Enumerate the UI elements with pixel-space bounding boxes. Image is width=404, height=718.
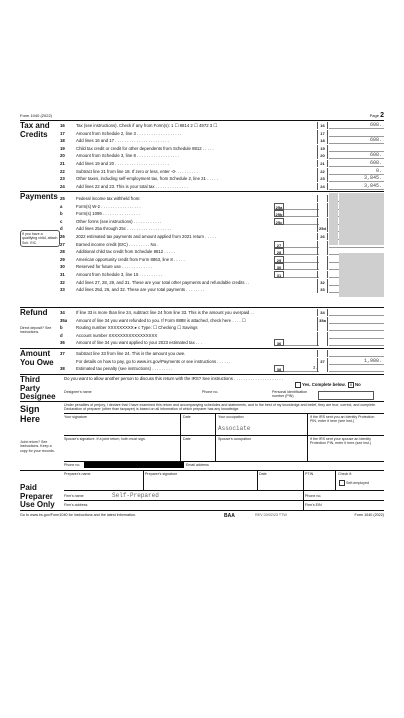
line-number: 35a [60, 317, 68, 323]
tax_lines-line-19 [60, 145, 384, 153]
line-box: 17 [317, 130, 328, 137]
line-description: Other forms (see instructions) . . . . . . . . . . . . [76, 218, 162, 224]
amount-field[interactable] [329, 324, 384, 331]
self-employed-option[interactable]: Self-employed [338, 480, 369, 486]
line-number: 36 [60, 340, 65, 346]
owe_lines-line-37 [60, 350, 384, 358]
inner-amount-field[interactable] [284, 218, 319, 225]
form-header [20, 112, 384, 120]
line-box: 19 [317, 145, 328, 152]
spouse-date-label: Date [183, 437, 191, 441]
payment_lines-line-32 [60, 279, 384, 287]
line-description: Subtract line 21 from line 18. If zero or less, enter -0- . . . . . . . . . [76, 168, 198, 174]
line-box [317, 365, 328, 372]
line-description: Amount from Schedule 3, line 15 . . . . . . . . . . [76, 272, 163, 277]
inner-line-box: 30 [274, 263, 284, 270]
section-refund: Refund [20, 308, 48, 317]
line-box: 33 [317, 286, 328, 293]
line-box [317, 339, 328, 346]
line-description: Earned income credit (EIC) . . . . . . . . . No . [76, 241, 159, 247]
line-description: Amount of line 34 you want applied to your 2023 estimated tax . . . [76, 340, 202, 346]
line-number: 29 [60, 256, 65, 262]
line-number: 38 [60, 366, 65, 372]
line-number: 22 [60, 168, 65, 174]
line-number: b [60, 325, 63, 331]
amount-field[interactable]: 608. [329, 122, 384, 129]
line-description: Tax (see instructions). Check if any from Form(s): 1 ☐ 8814 2 ☐ 4972 3 ☐ [76, 123, 218, 128]
line-description: Form(s) 1099 . . . . . . . . . . . . . . . . [76, 211, 140, 217]
line-number: 18 [60, 138, 65, 144]
line-number: 20 [60, 153, 65, 159]
spouse-signature-label[interactable]: Spouse's signature. If a joint return, both must sign. [64, 437, 146, 441]
inner-line-box: 28 [274, 248, 284, 255]
firm-name-value[interactable]: Self-Prepared [112, 492, 159, 499]
section-third-party: Third Party Designee [20, 375, 56, 401]
line-description: Add lines 25d, 26, and 32. These are your total payments . . . . . . . . [76, 287, 205, 293]
sign-side-note: Joint return? See instructions. Keep a copy for your records. [20, 440, 55, 453]
line-box [317, 195, 328, 202]
tax_lines-line-16 [60, 122, 384, 130]
line-box: 26 [317, 233, 328, 240]
line-number: b [60, 211, 63, 217]
third-party-options: Yes. Complete below. X No [294, 382, 361, 388]
spouse-occupation-label: Spouse's occupation [218, 437, 252, 441]
refund_lines-line-34 [60, 309, 384, 317]
inner-amount-field[interactable] [284, 263, 319, 270]
line-box [317, 256, 328, 263]
line-description: Add lines 19 and 20 . . . . . . . . . . . . . . . . . . . . . . . [76, 161, 169, 166]
inner-line-box: 36 [274, 339, 284, 346]
line-description: Other taxes, including self-employment tax, from Schedule 2, line 21 . . . . . [76, 176, 218, 182]
payment_lines-line-31 [60, 271, 384, 279]
yes-checkbox[interactable] [295, 382, 301, 388]
line-description: Estimated tax penalty (see instructions) . . . . . . . . . [76, 366, 173, 372]
line-description: If line 33 is more than line 24, subtract line 24 from line 33. This is the amount you overpaid . . [76, 310, 255, 315]
section-tax-credits: Tax and Credits [20, 121, 50, 139]
line-number: 24 [60, 183, 65, 189]
inner-amount-field[interactable]: 3. [284, 365, 319, 372]
owe_lines-line-38 [60, 365, 384, 373]
line-box [317, 263, 328, 270]
line-box [317, 248, 328, 255]
line-description: For details on how to pay, go to www.irs.gov/Payments or see instructions . . . . . . [76, 358, 231, 364]
line-description: Routing number XXXXXXXXX ▸ c Type: ☐ Checking ☐ Savings [76, 325, 198, 331]
line-description: Account number XXXXXXXXXXXXXXXXX [76, 332, 158, 338]
line-box [317, 218, 328, 225]
payment_lines-line-29 [60, 256, 384, 264]
inner-line-box: 29 [274, 256, 284, 263]
line-description: Amount of line 34 you want refunded to you. If Form 8888 is attached, check here . . . . ☐ [76, 317, 246, 323]
amount-field[interactable]: 1,980. [329, 358, 384, 365]
line-number: 25 [60, 196, 65, 201]
firm-address-label: Firm's address [64, 503, 88, 507]
line-description: Add lines 27, 28, 29, and 31. These are your total other payments and refundable credits . . [76, 279, 250, 285]
payment_lines-line-33 [60, 286, 384, 294]
line-number: 27 [60, 241, 65, 247]
line-number: d [60, 332, 63, 338]
amount-field[interactable] [329, 350, 384, 357]
line-box: 37 [317, 358, 328, 365]
phone-label: Phone no. [64, 463, 81, 467]
refund_lines-line-36 [60, 339, 384, 347]
amount-field[interactable]: 608. [329, 160, 384, 167]
section-paid-preparer: Paid Preparer Use Only [20, 483, 55, 509]
line-number: c [60, 218, 63, 224]
line-description: Federal income tax withheld from: [76, 196, 141, 201]
inner-amount-field[interactable] [284, 248, 319, 255]
section-sign-here: Sign Here [20, 404, 41, 424]
line-number: 23 [60, 176, 65, 182]
preparer-date-label: Date [259, 472, 267, 476]
occupation-value[interactable]: Associate [218, 425, 251, 432]
designee-pin-field[interactable] [318, 391, 374, 400]
line-description: Child tax credit or credit for other dependents from Schedule 8812 . . . . . [76, 145, 214, 151]
inner-line-box: 25c [275, 219, 283, 225]
tax_lines-line-22 [60, 168, 384, 176]
line-description: 2022 estimated tax payments and amount applied from 2021 return . . . . . [76, 234, 216, 239]
line-number: 17 [60, 130, 65, 136]
payments-side-note: If you have a qualifying child, attach Sch. EIC. [20, 230, 60, 247]
inner-line-box: 38 [274, 365, 284, 372]
section-amount-owe: Amount You Owe [20, 349, 54, 367]
line-number: 34 [60, 310, 65, 315]
amount-field[interactable]: 608. [329, 137, 384, 144]
redacted-phone [84, 462, 184, 468]
inner-line-box: 27 [274, 241, 284, 248]
page-label: Page 2 [369, 112, 384, 119]
inner-amount-field[interactable] [284, 203, 319, 210]
your-signature-label[interactable]: Your signature [64, 415, 88, 419]
amount-field[interactable] [329, 317, 384, 324]
inner-line-box: 25a [275, 204, 283, 210]
line-box [317, 324, 328, 331]
ptin-label: PTIN [305, 472, 314, 476]
tax_lines-line-18 [60, 137, 384, 145]
line-box: 22 [317, 168, 328, 175]
third-party-question: Do you want to allow another person to discuss this return with the IRS? See instructions . . . . . . . . . . . . . . . . . . . . . [64, 376, 283, 381]
spouse-pin-label: If the IRS sent your spouse an Identity Protection PIN, enter it here (see inst.) [310, 437, 372, 446]
inner-amount-field[interactable] [284, 271, 319, 278]
line-description: Amount from Schedule 2, line 3 . . . . . . . . . . . . . . . . . . . [76, 130, 182, 136]
line-description: Add lines 16 and 17 . . . . . . . . . . . . . . . . . . . . . . . [76, 138, 169, 144]
line-description: Add lines 25a through 25c . . . . . . . . . . . . . . . . . . . [76, 226, 172, 232]
line-number: 31 [60, 272, 65, 277]
line-number: a [60, 203, 63, 209]
line-number: 32 [60, 279, 65, 285]
inner-line-box: 31 [274, 271, 284, 278]
inner-amount-field[interactable] [284, 210, 319, 217]
payment_lines-line-30 [60, 263, 384, 271]
line-box [317, 271, 328, 278]
line-number: 37 [60, 351, 65, 356]
line-description: Form(s) W-2 . . . . . . . . . . . . . . . . . [76, 203, 141, 209]
firm-ein-label: Firm's EIN [305, 503, 322, 507]
line-description: Amount from Schedule 3, line 8 . . . . . . . . . . . . . . . . . . [76, 153, 179, 159]
section-payments: Payments [20, 192, 58, 201]
occupation-label: Your occupation [218, 415, 244, 419]
line-description: Add lines 22 and 23. This is your total tax . . . . . . . . . . . . . . [76, 183, 188, 189]
line-number: 19 [60, 145, 65, 151]
line-box [317, 203, 328, 210]
line-box [317, 350, 328, 357]
amount-field[interactable]: 608. [329, 152, 384, 159]
ip-pin-label: If the IRS sent you an Identity Protection PIN, enter it here (see inst.) [310, 415, 375, 424]
amount-field[interactable]: 0. [329, 168, 384, 175]
line-number: 16 [60, 123, 65, 128]
refund_lines-line-b [60, 324, 384, 332]
line-description: Additional child tax credit from Schedule 8812 . . . . . [76, 249, 176, 255]
amount-field[interactable] [329, 365, 384, 372]
perjury-statement: Under penalties of perjury, I declare that I have examined this return and accompanying schedules and statements, and to the best of my knowledge and belief, they are true, correct, and complete. Declaration of preparer (other than taxpayer) is based on all information of which preparer has any knowledge. [64, 403, 376, 412]
designee-phone-label: Phone no. [202, 390, 219, 394]
no-checkbox[interactable]: X [349, 382, 353, 387]
email-label: Email address [186, 463, 209, 467]
date-label: Date [183, 415, 191, 419]
owe_lines-line-cont [60, 358, 384, 366]
tax_lines-line-24 [60, 183, 384, 191]
refund_lines-line-35a [60, 317, 384, 325]
line-box: 24 [317, 183, 328, 190]
designee-name-label: Designee's name [64, 390, 92, 394]
line-box: 23 [317, 175, 328, 182]
firm-name-label: Firm's name [64, 494, 84, 498]
amount-field[interactable] [329, 332, 384, 339]
inner-amount-field[interactable] [284, 339, 319, 346]
form-label: Form 1040 (2022) [20, 113, 53, 118]
line-box: 32 [317, 279, 328, 286]
line-box: 25d [317, 225, 328, 232]
check-if-label: Check if: [338, 472, 352, 476]
form-1040-page2: Form 1040 (2022) Page 2 Tax and Credits 16 Tax (see instructions). Check if any from Form(s): 1 ☐ 8814 2 ☐ 4972 3 ☐ 16 608. 17 Amount from Schedule 2, line 3 . . . . . . . . . . . . . . . . . . . 17 18 Add lines 16 and 17 . . . . . . . . . . . . . . . . . . . . . . . 18 608. 19 Child tax credit or credit for other dependents from Schedule 8812 . . . . . 19 20 Amount from Schedule 3, line 8 . . . . . . . . . . . . . . . . . . 20 608. 21 Add lines 19 and 20 . . . . . . . . . . . . . . . . . . . . . . . 21 608. 22 Subtract line 21 from line 18. If zero or less, enter -0- . . . . . . . . . 22 0. 23 Other taxes, including self-employment tax, from Schedule 2, line 21 . . . . . 23 3,845. 24 Add lines 22 and 23. This is your total tax . . . . . . . . . . . . . . 24 3,845. Payments If you have a qualifying child, attach Sch. EIC. 25 Federal income tax withheld from: a Form(s) W-2 . . . . . . . . . . . . . . . . . 25a b Form(s) 1099 . . . . . . . . . . . . . . . . 25b c Other forms (see instructions) . . . . . . . . . . . . 25c d Add lines 25a through 25c . . . . . . . . . . . . . . . . . . . 25d 26 2022 estimated tax payments and amount applied from 2021 return . . . . . 26 27 Earned income credit (EIC) . . . . . . . . . No . 27 28 Additional child tax credit from Schedule 8812 . . . . . 28 29 American opportunity credit from Form 8863, line 8 . . . . . 29 30 Reserved for future use . . . . . . . . . . . . . 30 31 Amount from Schedule 3, line 15 . . . . . . . . . . 31 32 Add lines 27, 28, 29, and 31. These are your total other payments and refundable credits . . 32 33 Add lines 25d, 26, and 32. These are your total payments . . . . . . . . 33 Refund Direct deposit? See instructions. 34 If line 33 is more than line 24, subtract line 24 from line 33. This is the amount you overpaid . . 34 35a Amount of line 34 you want refunded to you. If Form 8888 is attached, check here . . . . ☐ 35a b Routing number XXXXXXXXX ▸ c Type: ☐ Checking ☐ Savings d Account number XXXXXXXXXXXXXXXXX 36 Amount of line 34 you want applied to your 2023 estimated tax . . . 36 Amount You Owe 37 Subtract line 33 from line 24. This is the amount you owe. For details on how to pay, go to www.irs.gov/Payments or see instructions . . . . . . 37 1,980. 38 Estimated tax penalty (see instructions) . . . . . . . . . 38 3. Third Party Designee Do you want to allow another person to discuss this return with the IRS? See instructions . . . . . . . . . . . . . . . . . . . . . Yes. Complete below. X No Designee's name Phone no. Personal identification number (PIN) Sign Here Joint return? See instructions. Keep a copy for your records. Under penalties of perjury, I declare that I have examined this return and accompanying schedules and statements, and to the best of my knowledge and belief, they are true, correct, and complete. Declaration of preparer (other than taxpayer) is based on all information of which preparer has any knowledge. Your signature Date Your occupation Associate If the IRS sent you an Identity Protection PIN, enter it here (see inst.) Spouse's signature. If a joint return, both must sign. Date Spouse's occupation If the IRS sent your spouse an Identity Protection PIN, enter it here (see inst.) Phone no. Email address Paid Preparer Use Only Preparer's name Preparer's signature Date PTIN Check if: Self-employed Firm's name Self-Prepared Phone no. Firm's address Firm's EIN Go to www.irs.gov/Form1040 for instructions and the latest information. BAA REV 03/02/23 TTW Form 1040 (2022) [20, 112, 384, 519]
amount-field[interactable] [329, 145, 384, 152]
inner-amount-field[interactable] [284, 241, 319, 248]
line-number: d [60, 226, 63, 232]
line-number: 30 [60, 264, 65, 270]
line-box: 34 [317, 309, 328, 316]
tax_lines-line-23 [60, 175, 384, 183]
line-box [317, 241, 328, 248]
amount-field[interactable] [329, 309, 384, 316]
amount-field[interactable] [329, 339, 384, 346]
line-box: 35a [317, 317, 328, 324]
line-description: American opportunity credit from Form 8863, line 8 . . . . . [76, 256, 185, 262]
line-box: 16 [317, 122, 328, 129]
designee-pin-label: Personal identification number (PIN) [272, 390, 308, 398]
line-description: Subtract line 33 from line 24. This is the amount you owe. [76, 351, 186, 356]
line-number: 21 [60, 161, 65, 166]
line-box: 18 [317, 137, 328, 144]
line-box [317, 332, 328, 339]
line-number: 26 [60, 234, 65, 239]
refund_lines-line-d [60, 332, 384, 340]
inner-amount-field[interactable] [284, 256, 319, 263]
refund-side-note: Direct deposit? See instructions. [20, 326, 52, 335]
line-number: 28 [60, 249, 65, 255]
tax_lines-line-21 [60, 160, 384, 168]
preparer-signature-label: Preparer's signature [145, 472, 178, 476]
tax_lines-line-20 [60, 152, 384, 160]
firm-phone-label: Phone no. [305, 494, 322, 498]
line-box: 21 [317, 160, 328, 167]
line-box [317, 210, 328, 217]
inner-line-box: 25b [275, 212, 283, 218]
amount-field[interactable]: 3,845. [329, 175, 384, 182]
amount-field[interactable] [329, 130, 384, 137]
payment_lines-line-28 [60, 248, 384, 256]
amount-field[interactable]: 3,845. [329, 183, 384, 190]
preparer-name-label: Preparer's name [64, 472, 91, 476]
tax_lines-line-17 [60, 130, 384, 138]
line-description: Reserved for future use . . . . . . . . . . . . . [76, 264, 152, 270]
line-box: 20 [317, 152, 328, 159]
line-number: 33 [60, 287, 65, 293]
